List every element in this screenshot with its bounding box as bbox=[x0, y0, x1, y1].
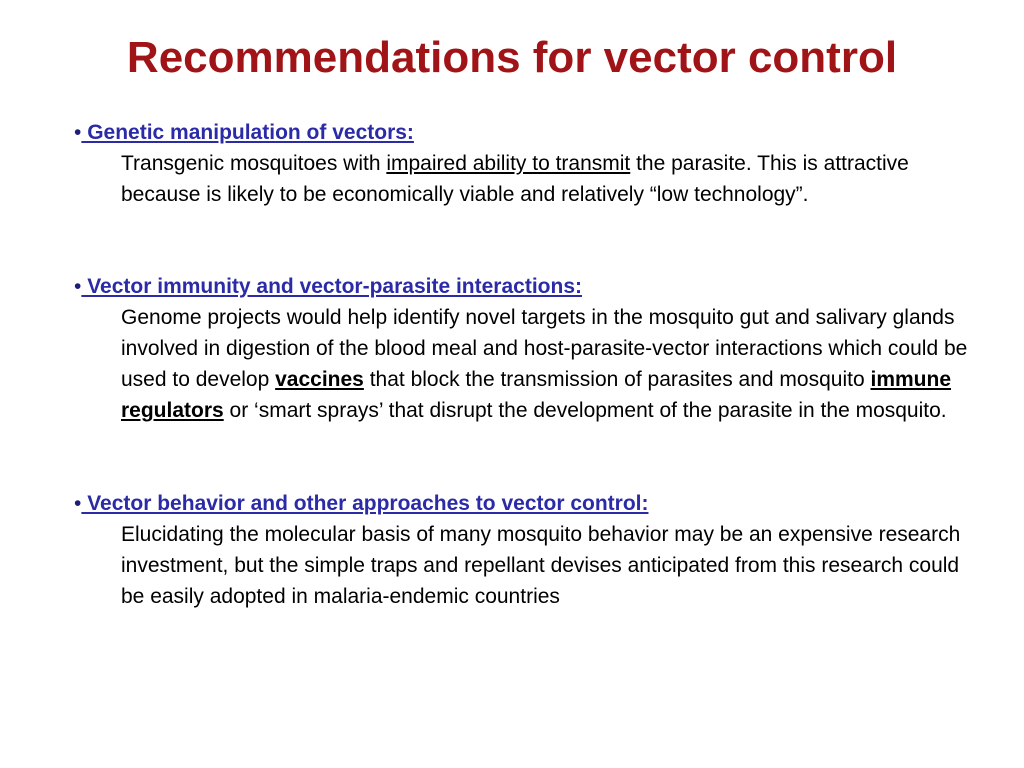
body-text-segment: Elucidating the molecular basis of many mosquito behavior may be an expensive research investment, but the simple traps and repellant devises anticipated from this research could be easily adopted in malaria-endemic countries bbox=[121, 523, 961, 608]
slide-title: Recommendations for vector control bbox=[126, 33, 898, 82]
section-heading: Vector immunity and vector-parasite interactions: bbox=[81, 275, 582, 298]
section-vector-behavior bbox=[74, 488, 974, 612]
bullet-icon: • bbox=[74, 275, 82, 298]
section-vector-immunity bbox=[74, 271, 974, 426]
section-body bbox=[121, 519, 971, 612]
bullet-icon: • bbox=[74, 121, 82, 144]
section-genetic-manipulation bbox=[74, 117, 974, 210]
section-heading: Vector behavior and other approaches to vector control: bbox=[81, 492, 649, 515]
body-text-segment: Transgenic mosquitoes with bbox=[121, 152, 387, 175]
section-heading: Genetic manipulation of vectors: bbox=[81, 121, 414, 144]
section-heading-line bbox=[74, 488, 974, 519]
section-heading-line bbox=[74, 271, 974, 302]
body-text-segment: Genome projects would help identify novel targets in the mosquito gut and salivary glands involved in digestion of the blood meal and host-parasite-vector interactions which could be used to develop bbox=[121, 306, 968, 391]
section-body bbox=[121, 302, 971, 426]
section-body bbox=[121, 148, 971, 210]
emphasis-immune-regulators: immune regulators bbox=[121, 368, 951, 422]
emphasis-vaccines: vaccines bbox=[275, 368, 364, 391]
body-text-segment: or ‘smart sprays’ that disrupt the development of the parasite in the mosquito. bbox=[223, 399, 947, 422]
underlined-phrase: impaired ability to transmit bbox=[386, 152, 631, 175]
bullet-icon: • bbox=[74, 492, 82, 515]
section-heading-line bbox=[74, 117, 974, 148]
body-text-segment: that block the transmission of parasites and mosquito bbox=[363, 368, 871, 391]
body-text-segment: the parasite. This is attractive because is likely to be economically viable and relatively “low technology”. bbox=[121, 152, 909, 206]
